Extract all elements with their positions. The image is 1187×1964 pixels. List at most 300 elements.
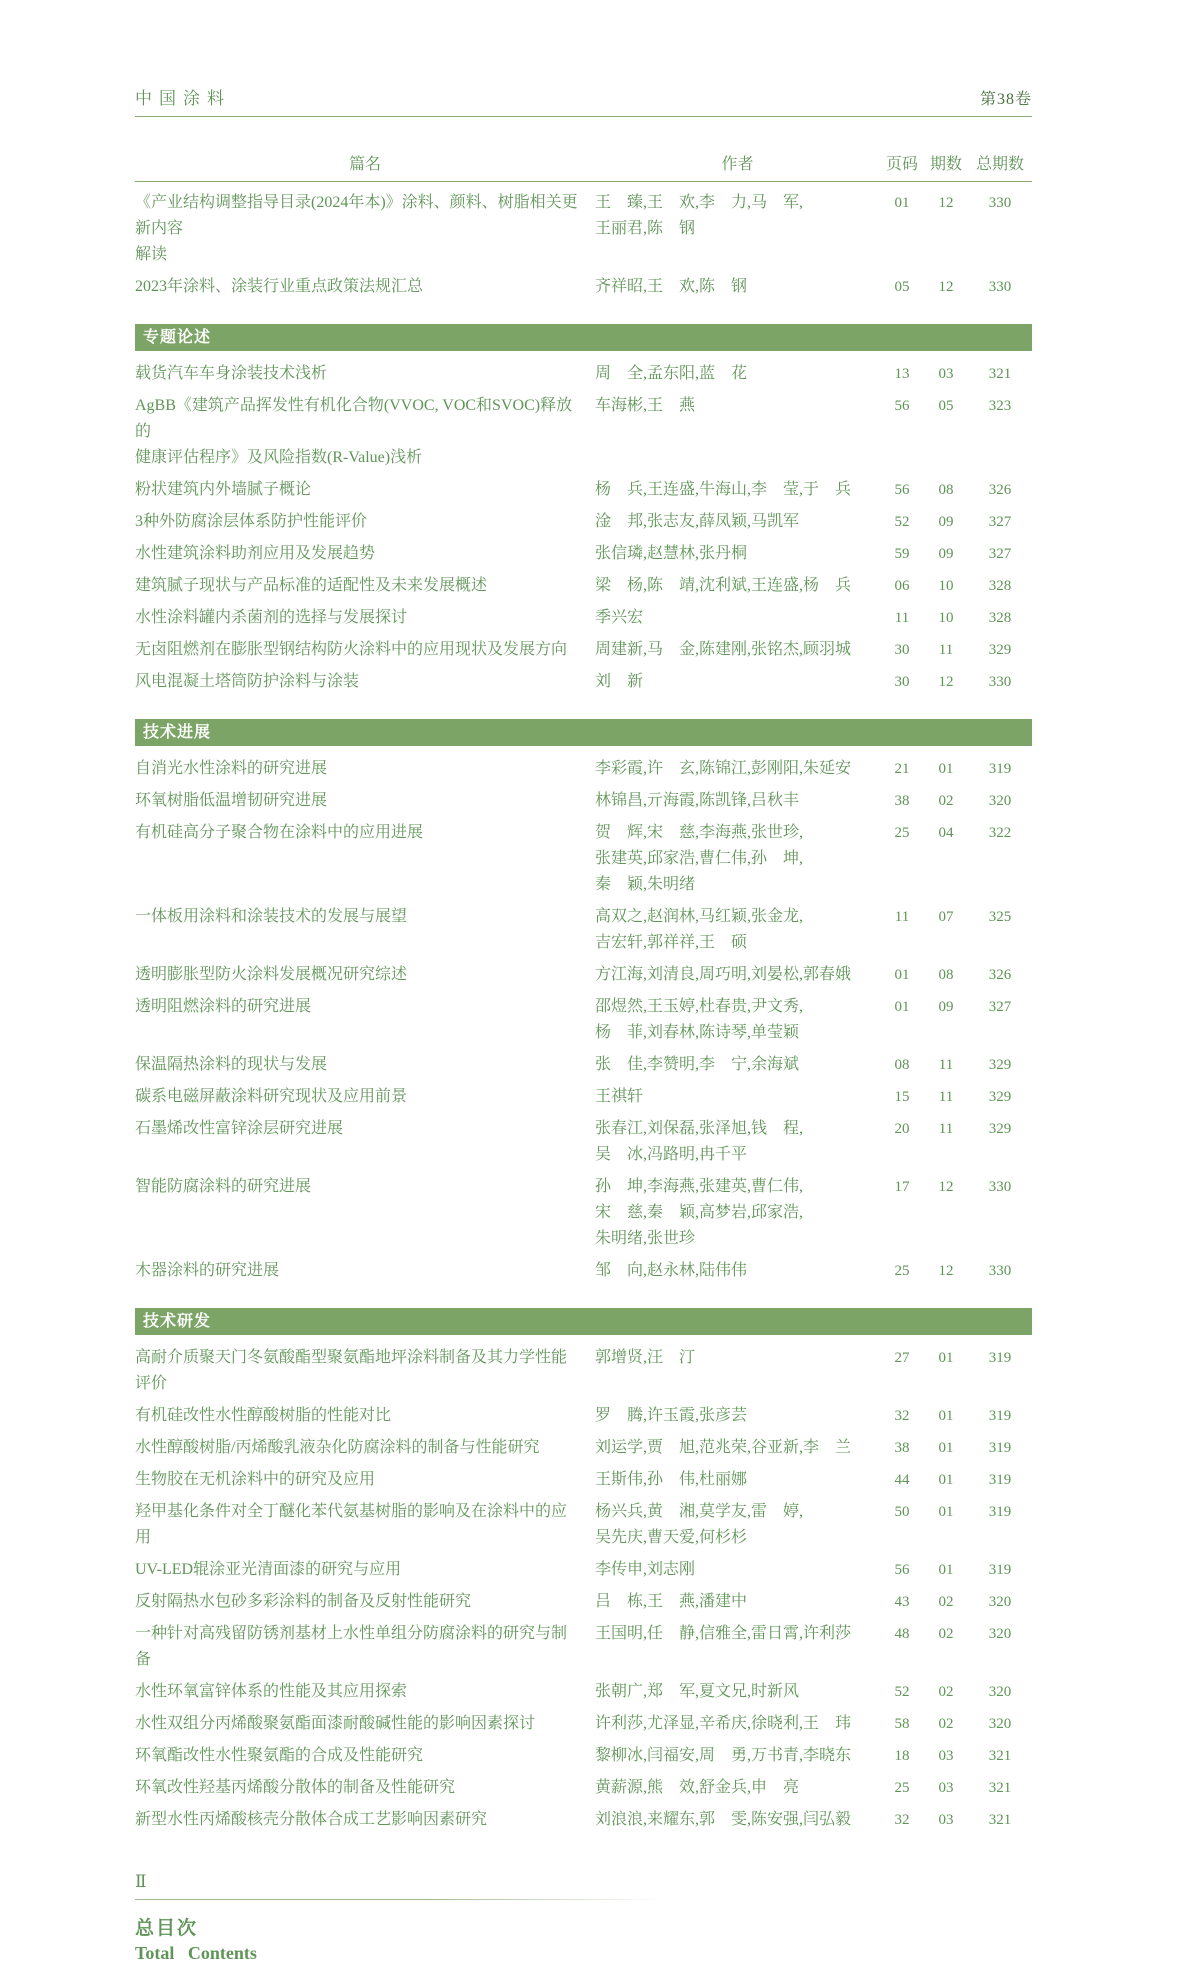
- journal-name: 中国涂料: [135, 89, 231, 108]
- row-authors-line: 张建英,邱家浩,曹仁伟,孙 坤,: [595, 850, 804, 867]
- row-authors-line: 贺 辉,宋 慈,李海燕,张世珍,: [595, 824, 804, 841]
- row-title: [135, 1345, 595, 1397]
- row-title: [135, 1258, 595, 1284]
- toc-row: [135, 474, 1032, 506]
- row-page-number: 43: [894, 1594, 910, 1610]
- row-title: [135, 637, 595, 663]
- row-page-number: 30: [894, 642, 910, 658]
- row-issue-number: 09: [938, 999, 954, 1015]
- row-authors: [595, 1775, 880, 1801]
- row-total-issue-number: 325: [988, 909, 1012, 925]
- row-total-issue-number: 321: [988, 366, 1012, 382]
- footer-title-cn: 总目次: [135, 1918, 199, 1939]
- row-title: [135, 1052, 595, 1078]
- footer-divider: [135, 1899, 662, 1900]
- row-issue-number: 01: [938, 1472, 954, 1488]
- row-title-line: 3种外防腐涂层体系防护性能评价: [135, 513, 368, 530]
- row-authors-line: 张朝广,郑 军,夏文兄,时新风: [595, 1683, 800, 1700]
- row-authors-line: 吴先庆,曹天爱,何杉杉: [595, 1529, 748, 1546]
- row-page-number: 21: [894, 761, 910, 777]
- row-authors: [595, 274, 880, 300]
- row-total-issue-number: 328: [988, 578, 1012, 594]
- row-title-line: 自消光水性涂料的研究进展: [135, 760, 328, 777]
- toc-row: [135, 1804, 1032, 1836]
- row-total-issue-number: 329: [988, 1057, 1012, 1073]
- row-title: [135, 509, 595, 535]
- row-total-issue-number: 329: [988, 1089, 1012, 1105]
- row-authors: [595, 1807, 880, 1833]
- section-band: 技术进展: [135, 719, 1032, 746]
- row-issue-number: 07: [938, 909, 954, 925]
- row-issue-number: 01: [938, 1408, 954, 1424]
- section-rows: [135, 358, 1032, 698]
- row-total-issue-number: 319: [988, 1562, 1012, 1578]
- row-total-issue-number: 330: [988, 1263, 1012, 1279]
- row-issue-number: 08: [938, 967, 954, 983]
- row-page-number: 01: [894, 967, 910, 983]
- row-page-number: 27: [894, 1350, 910, 1366]
- row-issue-number: 11: [938, 1057, 954, 1073]
- row-page-number: 11: [894, 610, 910, 626]
- toc-row: [135, 1342, 1032, 1400]
- row-authors-line: 朱明绪,张世珍: [595, 1230, 696, 1247]
- row-title: [135, 1743, 595, 1769]
- row-authors-line: 邹 向,赵永林,陆伟伟: [595, 1262, 748, 1279]
- row-authors-line: 杨 兵,王连盛,牛海山,李 莹,于 兵: [595, 481, 852, 498]
- row-title: [135, 541, 595, 567]
- row-page-number: 18: [894, 1748, 910, 1764]
- toc-row: [135, 358, 1032, 390]
- row-issue-number: 08: [938, 482, 954, 498]
- row-issue-number: 04: [938, 825, 954, 841]
- row-issue-number: 03: [938, 366, 954, 382]
- row-total-issue-number: 321: [988, 1812, 1012, 1828]
- row-page-number: 56: [894, 398, 910, 414]
- row-title: [135, 756, 595, 782]
- row-page-number: 05: [894, 279, 910, 295]
- row-authors: [595, 1557, 880, 1583]
- row-title-line: 木器涂料的研究进展: [135, 1262, 280, 1279]
- toc-row: [135, 1113, 1032, 1171]
- row-authors: [595, 1435, 880, 1461]
- row-title: [135, 605, 595, 631]
- page-footer: [135, 1872, 1032, 1964]
- row-authors-line: 淦 邦,张志友,薛凤颖,马凯军: [595, 513, 800, 530]
- row-title-line: UV-LED辊涂亚光清面漆的研究与应用: [135, 1561, 402, 1578]
- row-title-line: 水性环氧富锌体系的性能及其应用探索: [135, 1683, 408, 1700]
- row-page-number: 20: [894, 1121, 910, 1137]
- row-title: [135, 962, 595, 988]
- row-authors-line: 刘运学,贾 旭,范兆荣,谷亚新,李 兰: [595, 1439, 852, 1456]
- toc-row: [135, 1081, 1032, 1113]
- row-authors-line: 郭增贤,汪 汀: [595, 1349, 696, 1366]
- toc-row: [135, 1586, 1032, 1618]
- toc-row: [135, 753, 1032, 785]
- row-total-issue-number: 321: [988, 1748, 1012, 1764]
- row-title: [135, 820, 595, 846]
- row-title: [135, 477, 595, 503]
- row-title-line: 健康评估程序》及风险指数(R-Value)浅析: [135, 449, 423, 466]
- row-title: [135, 994, 595, 1020]
- row-page-number: 11: [894, 909, 910, 925]
- row-title: [135, 788, 595, 814]
- row-page-number: 17: [894, 1179, 910, 1195]
- row-total-issue-number: 319: [988, 1472, 1012, 1488]
- row-authors: [595, 393, 880, 419]
- row-authors: [595, 477, 880, 503]
- row-authors: [595, 1621, 880, 1647]
- row-issue-number: 01: [938, 1350, 954, 1366]
- row-total-issue-number: 321: [988, 1780, 1012, 1796]
- row-page-number: 25: [894, 1780, 910, 1796]
- row-title: [135, 393, 595, 471]
- row-title-line: 智能防腐涂料的研究进展: [135, 1178, 312, 1195]
- row-total-issue-number: 327: [988, 546, 1012, 562]
- row-total-issue-number: 329: [988, 1121, 1012, 1137]
- row-title: [135, 669, 595, 695]
- row-authors-line: 宋 慈,秦 颖,高梦岩,邱家浩,: [595, 1204, 804, 1221]
- row-title-line: 有机硅改性水性醇酸树脂的性能对比: [135, 1407, 392, 1424]
- row-title-line: 风电混凝土塔筒防护涂料与涂装: [135, 673, 360, 690]
- row-issue-number: 02: [938, 1716, 954, 1732]
- row-authors-line: 许利莎,尤泽显,辛希庆,徐晓利,王 玮: [595, 1715, 852, 1732]
- row-authors: [595, 637, 880, 663]
- row-title-line: 《产业结构调整指导目录(2024年本)》涂料、颜料、树脂相关更新内容: [135, 194, 578, 237]
- row-authors: [595, 962, 880, 988]
- row-title-line: 碳系电磁屏蔽涂料研究现状及应用前景: [135, 1088, 408, 1105]
- row-issue-number: 12: [938, 195, 954, 211]
- row-title-line: 环氧酯改性水性聚氨酯的合成及性能研究: [135, 1747, 424, 1764]
- toc-row: [135, 390, 1032, 474]
- row-page-number: 15: [894, 1089, 910, 1105]
- toc-row: [135, 1171, 1032, 1255]
- row-authors-line: 高双之,赵润林,马红颖,张金龙,: [595, 908, 804, 925]
- row-title: [135, 1084, 595, 1110]
- row-authors-line: 吉宏轩,郭祥祥,王 硕: [595, 934, 748, 951]
- row-authors: [595, 1711, 880, 1737]
- volume-label: 第38卷: [979, 91, 1032, 108]
- footer-title-en: Total Contents: [135, 1943, 257, 1963]
- row-title-line: 有机硅高分子聚合物在涂料中的应用进展: [135, 824, 424, 841]
- row-issue-number: 05: [938, 398, 954, 414]
- row-total-issue-number: 330: [988, 279, 1012, 295]
- row-issue-number: 11: [938, 642, 954, 658]
- toc-sections: [135, 324, 1032, 1836]
- row-authors-line: 方江海,刘清良,周巧明,刘晏松,郭春娥: [595, 966, 852, 983]
- row-authors-line: 张春江,刘保磊,张泽旭,钱 程,: [595, 1120, 804, 1137]
- row-issue-number: 01: [938, 1440, 954, 1456]
- row-title-line: 解读: [135, 246, 168, 263]
- row-page-number: 01: [894, 195, 910, 211]
- row-title-line: 透明阻燃涂料的研究进展: [135, 998, 312, 1015]
- row-page-number: 48: [894, 1626, 910, 1642]
- row-page-number: 13: [894, 366, 910, 382]
- toc-row: [135, 1432, 1032, 1464]
- row-issue-number: 02: [938, 1594, 954, 1610]
- row-title-line: 一体板用涂料和涂装技术的发展与展望: [135, 908, 408, 925]
- row-total-issue-number: 319: [988, 1408, 1012, 1424]
- row-authors-line: 秦 颖,朱明绪: [595, 876, 696, 893]
- row-authors-line: 王丽君,陈 钢: [595, 220, 696, 237]
- row-authors-line: 孙 坤,李海燕,张建英,曹仁伟,: [595, 1178, 804, 1195]
- row-authors-line: 吕 栋,王 燕,潘建中: [595, 1593, 748, 1610]
- row-title: [135, 1621, 595, 1673]
- toc-row: [135, 1496, 1032, 1554]
- row-issue-number: 03: [938, 1780, 954, 1796]
- row-issue-number: 02: [938, 1684, 954, 1700]
- row-issue-number: 12: [938, 1179, 954, 1195]
- row-authors-line: 黄薪源,熊 效,舒金兵,申 亮: [595, 1779, 800, 1796]
- row-authors: [595, 361, 880, 387]
- row-issue-number: 09: [938, 546, 954, 562]
- row-page-number: 38: [894, 793, 910, 809]
- row-authors: [595, 190, 880, 242]
- row-authors-line: 刘 新: [595, 673, 644, 690]
- row-issue-number: 01: [938, 1504, 954, 1520]
- toc-row: [135, 1400, 1032, 1432]
- row-authors: [595, 1084, 880, 1110]
- row-total-issue-number: 322: [988, 825, 1012, 841]
- row-authors-line: 张信璘,赵慧林,张丹桐: [595, 545, 748, 562]
- row-authors: [595, 1467, 880, 1493]
- row-page-number: 44: [894, 1472, 910, 1488]
- toc-row: [135, 1676, 1032, 1708]
- row-total-issue-number: 319: [988, 1504, 1012, 1520]
- row-authors: [595, 1589, 880, 1615]
- row-title: [135, 1775, 595, 1801]
- row-authors-line: 梁 杨,陈 靖,沈利斌,王连盛,杨 兵: [595, 577, 852, 594]
- row-authors: [595, 1052, 880, 1078]
- row-issue-number: 02: [938, 1626, 954, 1642]
- row-authors: [595, 756, 880, 782]
- column-header-total: 总期数: [975, 156, 1024, 173]
- row-issue-number: 12: [938, 674, 954, 690]
- column-header-authors: 作者: [721, 156, 754, 173]
- row-title-line: 载货汽车车身涂装技术浅析: [135, 365, 328, 382]
- row-title-line: 水性建筑涂料助剂应用及发展趋势: [135, 545, 376, 562]
- row-issue-number: 11: [938, 1089, 954, 1105]
- row-title-line: 羟甲基化条件对全丁醚化苯代氨基树脂的影响及在涂料中的应用: [135, 1503, 568, 1546]
- toc-row: [135, 1740, 1032, 1772]
- toc-row: [135, 271, 1032, 303]
- row-title: [135, 361, 595, 387]
- row-issue-number: 12: [938, 1263, 954, 1279]
- toc-row: [135, 570, 1032, 602]
- row-title-line: 保温隔热涂料的现状与发展: [135, 1056, 328, 1073]
- row-title: [135, 1499, 595, 1551]
- row-authors: [595, 1499, 880, 1551]
- toc-row: [135, 959, 1032, 991]
- toc-row: [135, 901, 1032, 959]
- row-authors: [595, 1258, 880, 1284]
- row-title: [135, 1467, 595, 1493]
- row-title-line: 2023年涂料、涂装行业重点政策法规汇总: [135, 278, 424, 295]
- row-title-line: 水性醇酸树脂/丙烯酸乳液杂化防腐涂料的制备与性能研究: [135, 1439, 540, 1456]
- row-authors-line: 季兴宏: [595, 609, 644, 626]
- section-band: 技术研发: [135, 1308, 1032, 1335]
- row-title: [135, 274, 595, 300]
- row-total-issue-number: 330: [988, 674, 1012, 690]
- toc-row: [135, 1554, 1032, 1586]
- row-page-number: 25: [894, 1263, 910, 1279]
- row-title-line: AgBB《建筑产品挥发性有机化合物(VVOC, VOC和SVOC)释放的: [135, 397, 573, 440]
- row-title: [135, 1807, 595, 1833]
- row-authors-line: 周 全,孟东阳,蓝 花: [595, 365, 748, 382]
- row-title-line: 一种针对高残留防锈剂基材上水性单组分防腐涂料的研究与制备: [135, 1625, 568, 1668]
- row-total-issue-number: 320: [988, 1594, 1012, 1610]
- row-title-line: 高耐介质聚天门冬氨酸酯型聚氨酯地坪涂料制备及其力学性能评价: [135, 1349, 568, 1392]
- row-issue-number: 10: [938, 610, 954, 626]
- row-authors-line: 黎柳冰,闫福安,周 勇,万书青,李晓东: [595, 1747, 852, 1764]
- row-title: [135, 1557, 595, 1583]
- row-title: [135, 1403, 595, 1429]
- row-authors-line: 王 臻,王 欢,李 力,马 军,: [595, 194, 804, 211]
- row-title-line: 水性涂料罐内杀菌剂的选择与发展探讨: [135, 609, 408, 626]
- row-issue-number: 03: [938, 1812, 954, 1828]
- row-issue-number: 09: [938, 514, 954, 530]
- row-authors: [595, 1403, 880, 1429]
- row-issue-number: 03: [938, 1748, 954, 1764]
- row-authors: [595, 541, 880, 567]
- row-authors-line: 李传申,刘志刚: [595, 1561, 696, 1578]
- row-authors: [595, 994, 880, 1046]
- row-authors-line: 杨兴兵,黄 湘,莫学友,雷 婷,: [595, 1503, 804, 1520]
- row-title-line: 无卤阻燃剂在膨胀型钢结构防火涂料中的应用现状及发展方向: [135, 641, 568, 658]
- row-title: [135, 1116, 595, 1142]
- row-total-issue-number: 319: [988, 761, 1012, 777]
- row-title-line: 建筑腻子现状与产品标准的适配性及未来发展概述: [135, 577, 488, 594]
- toc-row: [135, 1772, 1032, 1804]
- row-authors-line: 张 佳,李赞明,李 宁,余海斌: [595, 1056, 800, 1073]
- row-authors: [595, 669, 880, 695]
- toc-row: [135, 1618, 1032, 1676]
- row-title-line: 环氧树脂低温增韧研究进展: [135, 792, 328, 809]
- row-page-number: 58: [894, 1716, 910, 1732]
- row-issue-number: 01: [938, 1562, 954, 1578]
- row-page-number: 56: [894, 1562, 910, 1578]
- row-title: [135, 573, 595, 599]
- toc-row: [135, 187, 1032, 271]
- row-authors-line: 吴 冰,冯路明,冉千平: [595, 1146, 748, 1163]
- row-title: [135, 190, 595, 268]
- row-title-line: 透明膨胀型防火涂料发展概况研究综述: [135, 966, 408, 983]
- row-authors-line: 齐祥昭,王 欢,陈 钢: [595, 278, 748, 295]
- row-page-number: 56: [894, 482, 910, 498]
- row-authors: [595, 1116, 880, 1168]
- row-total-issue-number: 330: [988, 1179, 1012, 1195]
- row-total-issue-number: 328: [988, 610, 1012, 626]
- row-title: [135, 1174, 595, 1200]
- page-content: [135, 0, 1032, 1964]
- row-page-number: 25: [894, 825, 910, 841]
- row-authors-line: 车海彬,王 燕: [595, 397, 696, 414]
- row-authors: [595, 788, 880, 814]
- row-page-number: 59: [894, 546, 910, 562]
- row-total-issue-number: 319: [988, 1350, 1012, 1366]
- row-total-issue-number: 326: [988, 967, 1012, 983]
- row-page-number: 06: [894, 578, 910, 594]
- row-issue-number: 12: [938, 279, 954, 295]
- toc-row: [135, 634, 1032, 666]
- row-total-issue-number: 320: [988, 1684, 1012, 1700]
- row-total-issue-number: 320: [988, 1716, 1012, 1732]
- row-authors-line: 邵煜然,王玉婷,杜春贵,尹文秀,: [595, 998, 804, 1015]
- row-page-number: 08: [894, 1057, 910, 1073]
- row-authors-line: 林锦昌,亓海霞,陈凯锋,吕秋丰: [595, 792, 800, 809]
- column-header-page: 页码: [885, 156, 918, 173]
- row-page-number: 30: [894, 674, 910, 690]
- row-issue-number: 01: [938, 761, 954, 777]
- row-total-issue-number: 327: [988, 514, 1012, 530]
- row-authors: [595, 1345, 880, 1371]
- row-title-line: 粉状建筑内外墙腻子概论: [135, 481, 312, 498]
- row-authors: [595, 1679, 880, 1705]
- row-authors: [595, 573, 880, 599]
- row-page-number: 32: [894, 1408, 910, 1424]
- row-page-number: 52: [894, 1684, 910, 1700]
- row-title: [135, 1711, 595, 1737]
- row-authors: [595, 904, 880, 956]
- section-rows: [135, 1342, 1032, 1836]
- row-authors-line: 王国明,任 静,信雅全,雷日霄,许利莎: [595, 1625, 852, 1642]
- toc-row: [135, 506, 1032, 538]
- footer-page-number: Ⅱ: [135, 1872, 147, 1891]
- row-authors-line: 罗 腾,许玉霞,张彦芸: [595, 1407, 748, 1424]
- row-title: [135, 1679, 595, 1705]
- toc-row: [135, 1255, 1032, 1287]
- toc-row: [135, 1708, 1032, 1740]
- row-total-issue-number: 323: [988, 398, 1012, 414]
- row-total-issue-number: 327: [988, 999, 1012, 1015]
- row-total-issue-number: 329: [988, 642, 1012, 658]
- toc-row: [135, 817, 1032, 901]
- row-page-number: 01: [894, 999, 910, 1015]
- row-title-line: 反射隔热水包砂多彩涂料的制备及反射性能研究: [135, 1593, 472, 1610]
- row-total-issue-number: 326: [988, 482, 1012, 498]
- row-title-line: 生物胶在无机涂料中的研究及应用: [135, 1471, 376, 1488]
- row-authors-line: 刘浪浪,来耀东,郭 雯,陈安强,闫弘毅: [595, 1811, 852, 1828]
- row-authors: [595, 1174, 880, 1252]
- row-issue-number: 11: [938, 1121, 954, 1137]
- toc-row: [135, 1464, 1032, 1496]
- row-title: [135, 1589, 595, 1615]
- column-header-title: 篇名: [348, 156, 381, 173]
- toc-row: [135, 666, 1032, 698]
- row-page-number: 50: [894, 1504, 910, 1520]
- toc-row: [135, 602, 1032, 634]
- toc-row: [135, 785, 1032, 817]
- row-total-issue-number: 320: [988, 793, 1012, 809]
- row-title-line: 石墨烯改性富锌涂层研究进展: [135, 1120, 344, 1137]
- row-page-number: 32: [894, 1812, 910, 1828]
- toc-row: [135, 991, 1032, 1049]
- row-authors: [595, 1743, 880, 1769]
- section-rows: [135, 753, 1032, 1287]
- row-authors-line: 周建新,马 金,陈建刚,张铭杰,顾羽城: [595, 641, 852, 658]
- table-header-row: [135, 151, 1032, 182]
- row-issue-number: 10: [938, 578, 954, 594]
- row-authors-line: 杨 菲,刘春林,陈诗琴,单莹颖: [595, 1024, 800, 1041]
- column-header-issue: 期数: [929, 156, 962, 173]
- row-title-line: 环氧改性羟基丙烯酸分散体的制备及性能研究: [135, 1779, 456, 1796]
- toc-row: [135, 538, 1032, 570]
- page-header: [135, 84, 1032, 117]
- front-matter-rows: [135, 187, 1032, 303]
- row-issue-number: 02: [938, 793, 954, 809]
- toc-row: [135, 1049, 1032, 1081]
- row-authors: [595, 820, 880, 898]
- row-page-number: 38: [894, 1440, 910, 1456]
